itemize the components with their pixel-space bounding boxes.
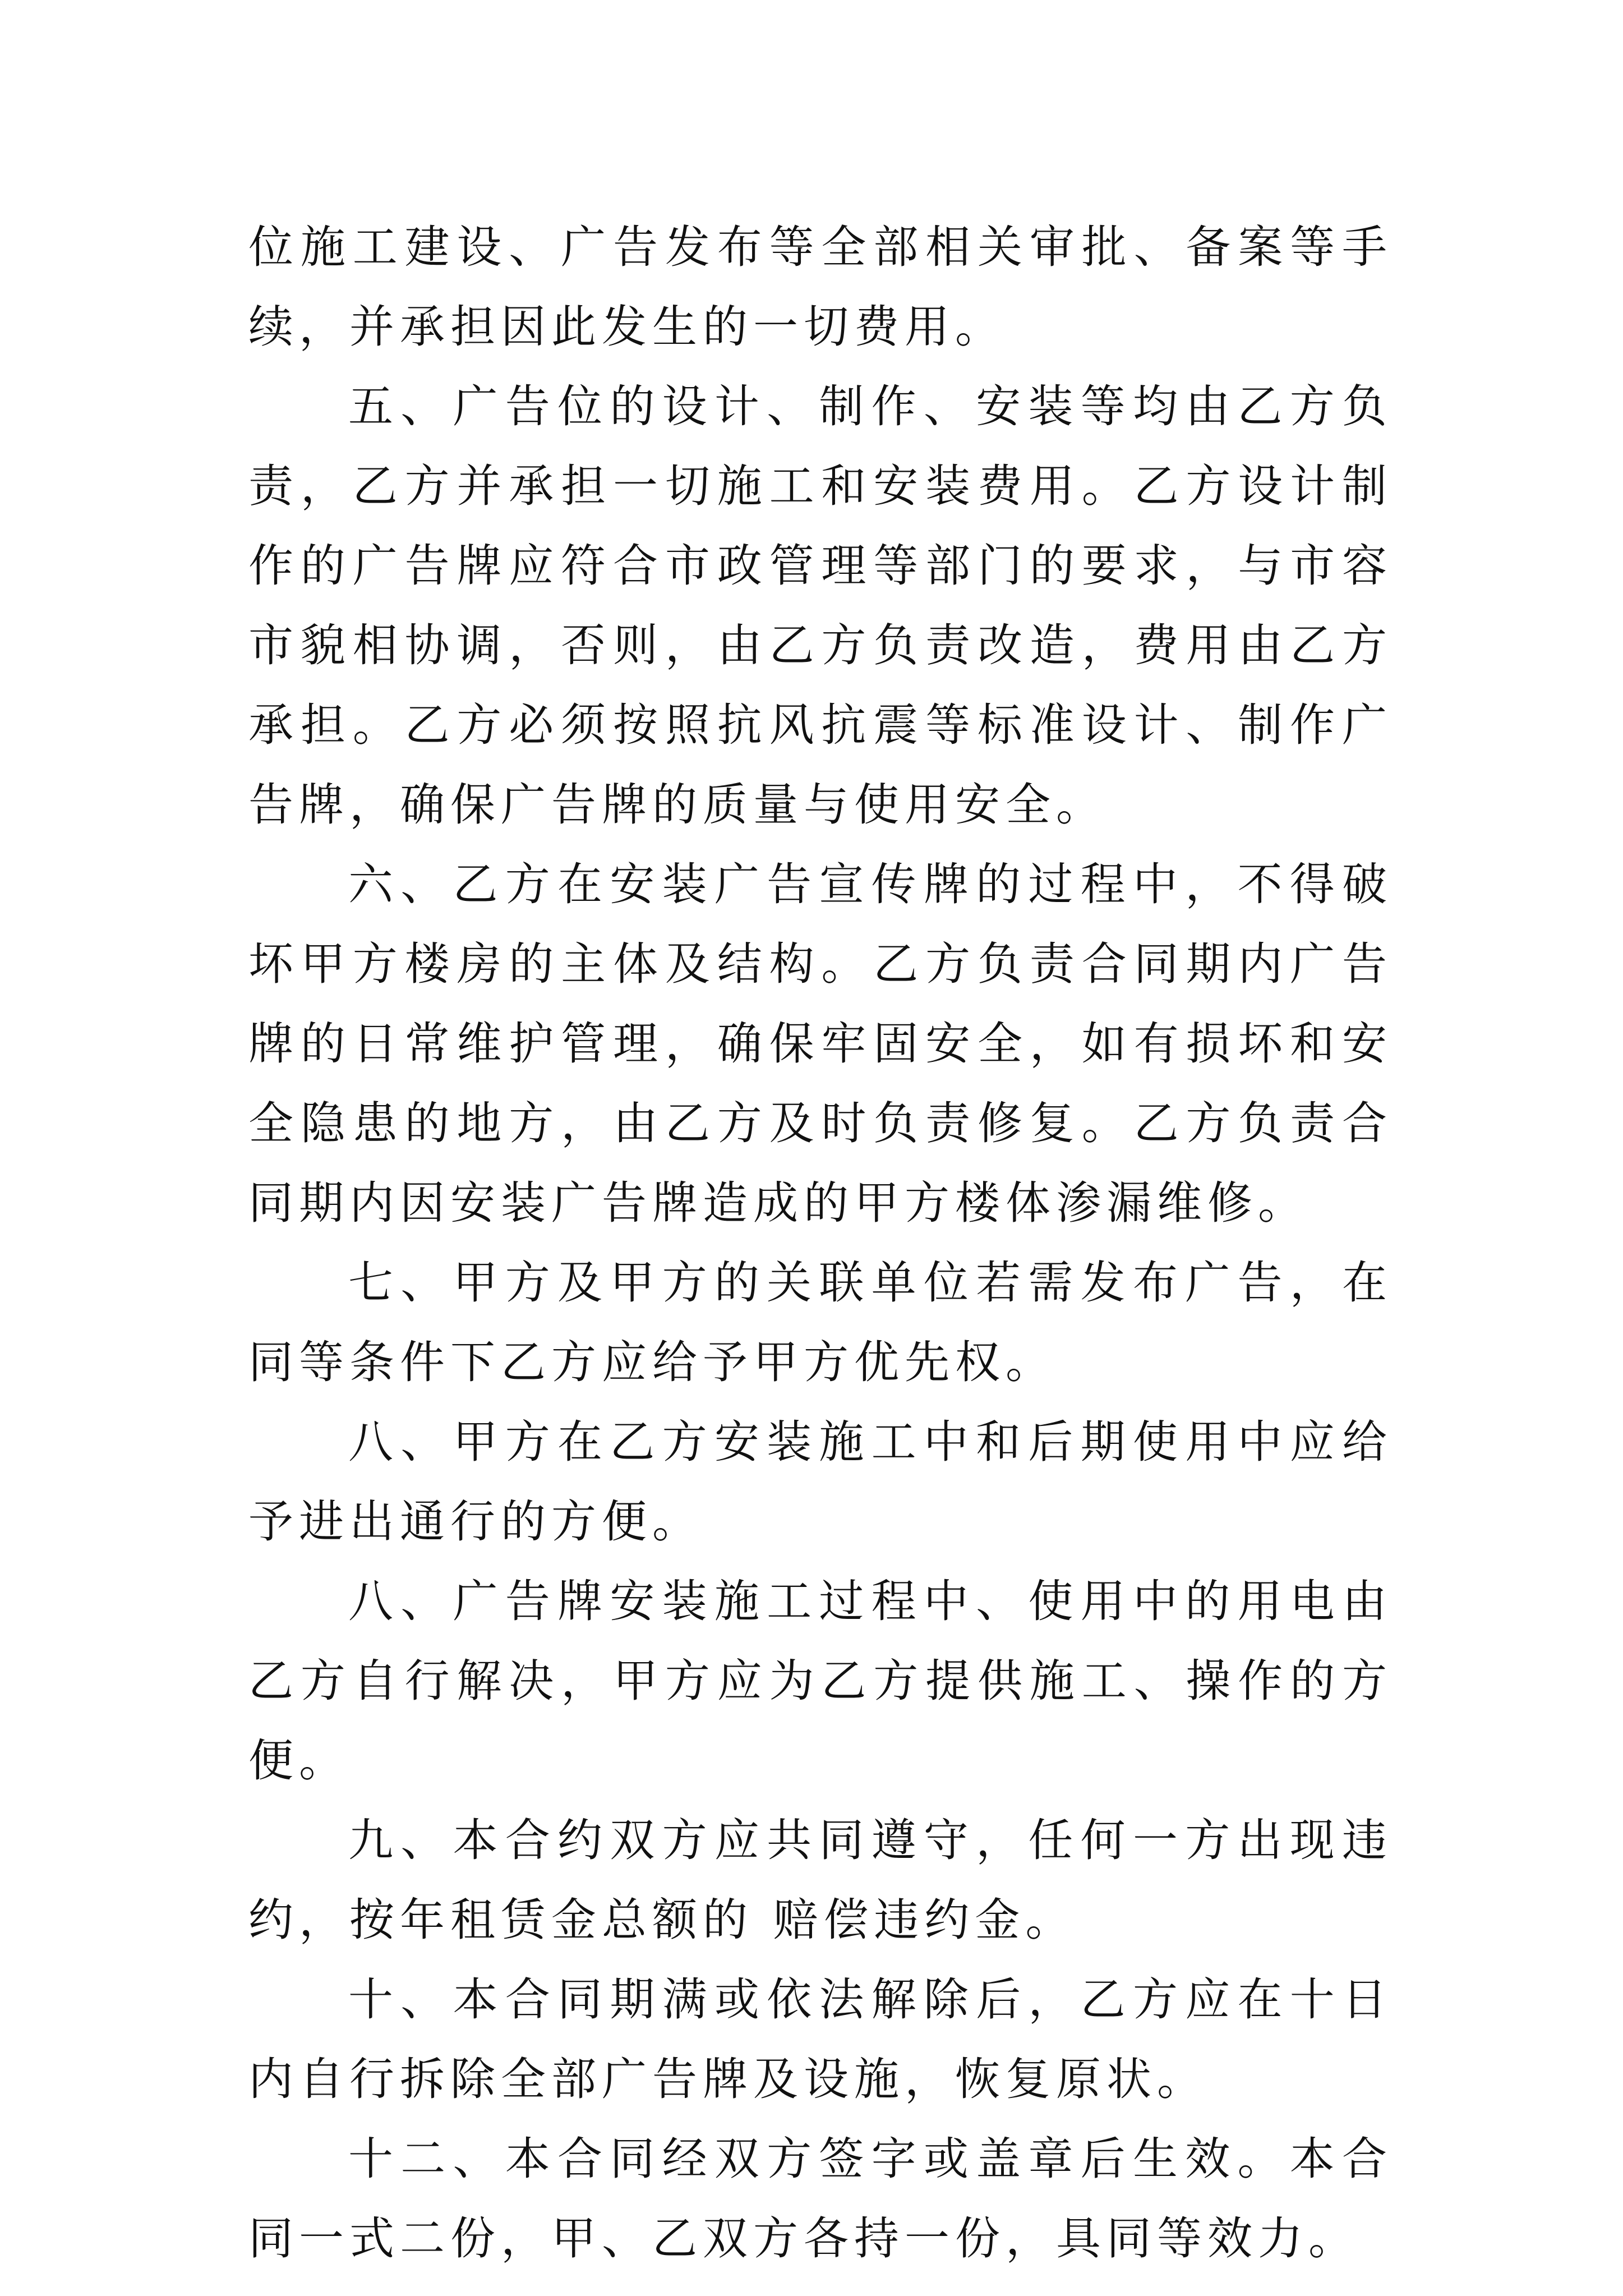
paragraph-clause-12: 十二、本合同经双方签字或盖章后生效。本合同一式二份，甲、乙双方各持一份，具同等效力。	[248, 2133, 1393, 2265]
paragraph-clause-8b: 八、广告牌安装施工过程中、使用中的用电由乙方自行解决，甲方应为乙方提供施工、操作的方便。	[248, 1575, 1393, 1787]
paragraph-clause-10: 十、本合同期满或依法解除后，乙方应在十日内自行拆除全部广告牌及设施，恢复原状。	[248, 1973, 1393, 2105]
paragraph-clause-9: 九、本合约双方应共同遵守，任何一方出现违约，按年租赁金总额的 赔偿违约金。	[248, 1814, 1393, 1946]
document-body	[248, 208, 1393, 2279]
paragraph-clause-6: 六、乙方在安装广告宣传牌的过程中，不得破坏甲方楼房的主体及结构。乙方负责合同期内广告牌的日常维护管理，确保牢固安全，如有损坏和安全隐患的地方，由乙方及时负责修复。乙方负责合同期内因安装广告牌造成的甲方楼体渗漏维修。	[248, 858, 1393, 1229]
paragraph-continuation: 位施工建设、广告发布等全部相关审批、备案等手续，并承担因此发生的一切费用。	[248, 221, 1393, 353]
paragraph-clause-5: 五、广告位的设计、制作、安装等均由乙方负责，乙方并承担一切施工和安装费用。乙方设计制作的广告牌应符合市政管理等部门的要求，与市容市貌相协调，否则，由乙方负责改造，费用由乙方承担。乙方必须按照抗风抗震等标准设计、制作广告牌，确保广告牌的质量与使用安全。	[248, 380, 1393, 831]
paragraph-clause-8a: 八、甲方在乙方安装施工中和后期使用中应给予进出通行的方便。	[248, 1416, 1393, 1548]
paragraph-clause-7: 七、甲方及甲方的关联单位若需发布广告，在同等条件下乙方应给予甲方优先权。	[248, 1257, 1393, 1388]
